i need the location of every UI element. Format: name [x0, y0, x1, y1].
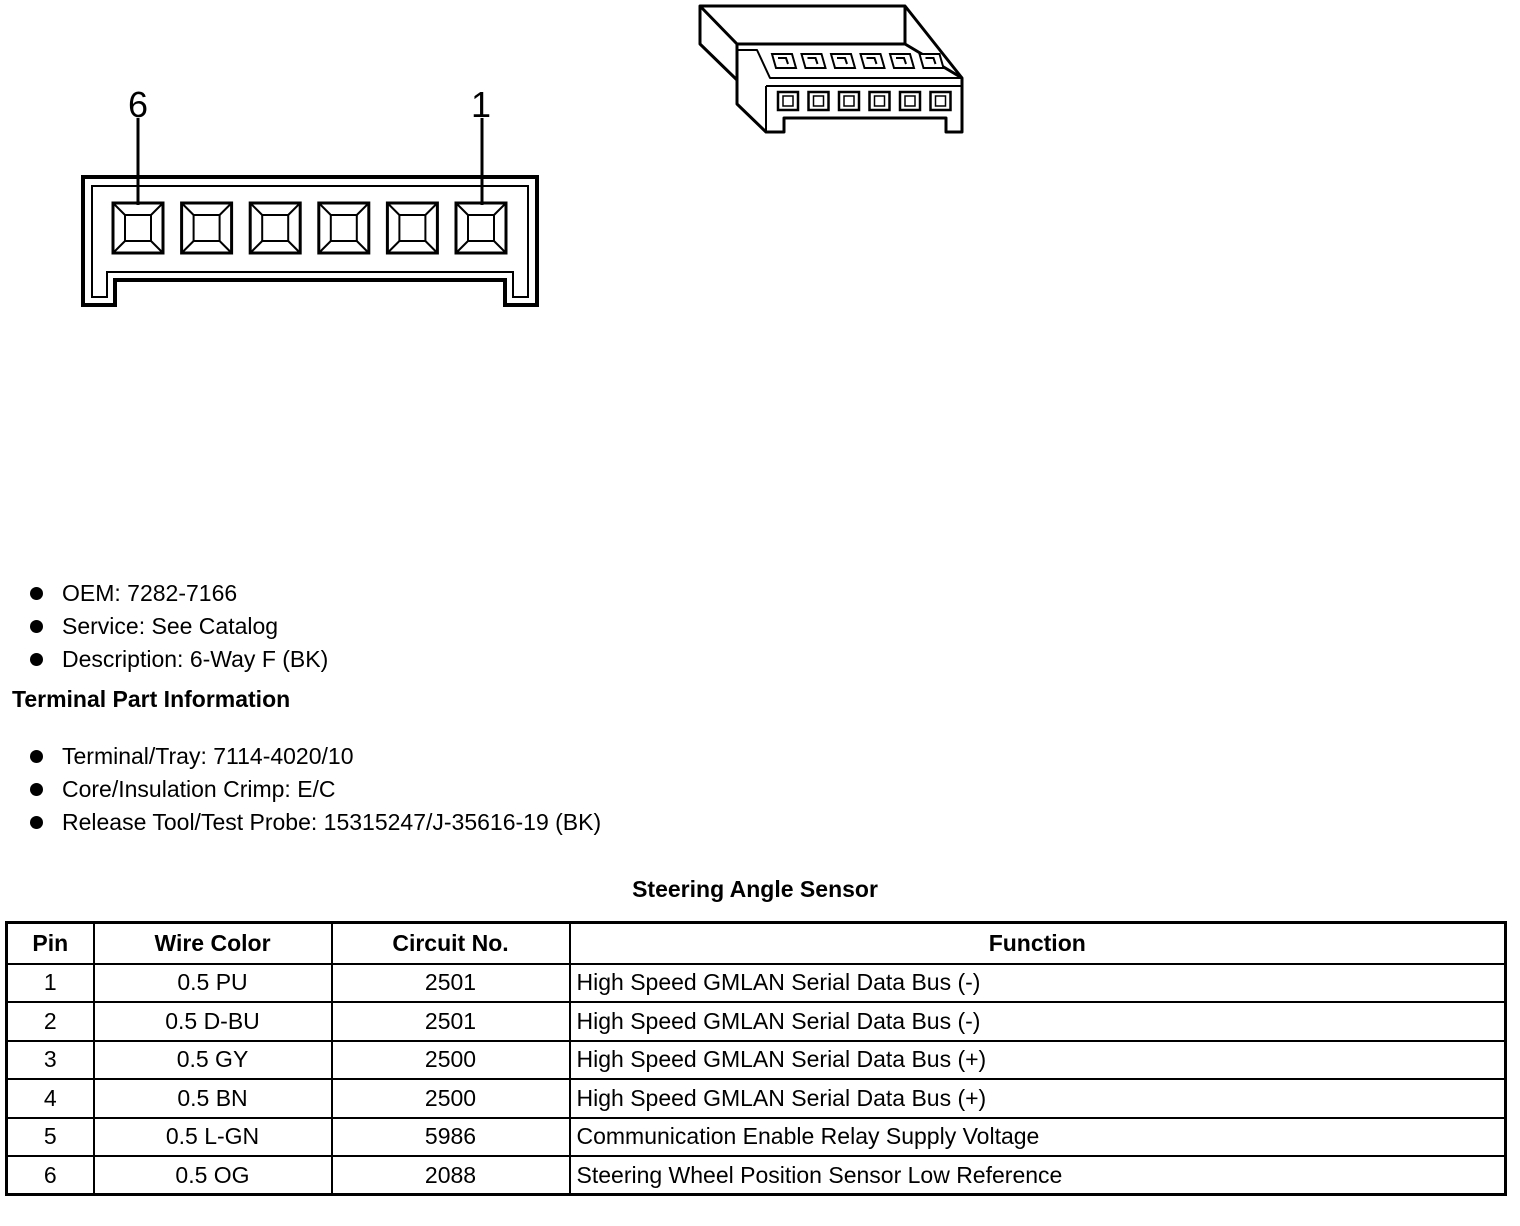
cell-wire-color: 0.5 OG	[94, 1156, 332, 1195]
connector-isometric-view	[700, 6, 962, 132]
cell-function: High Speed GMLAN Serial Data Bus (-)	[570, 964, 1506, 1003]
list-item	[28, 610, 328, 643]
cell-circuit: 2500	[332, 1079, 570, 1118]
iso-cavity	[839, 92, 859, 110]
cavity-4	[250, 203, 300, 253]
cell-pin: 2	[7, 1002, 94, 1041]
table-row	[7, 1118, 1506, 1157]
cell-circuit: 2088	[332, 1156, 570, 1195]
iso-top-cavity	[861, 54, 885, 68]
bullet-icon	[30, 783, 43, 796]
cell-function: Communication Enable Relay Supply Voltage	[570, 1118, 1506, 1157]
cell-circuit: 2501	[332, 1002, 570, 1041]
list-item	[28, 740, 601, 773]
cavity-3	[319, 203, 369, 253]
iso-cavity	[778, 92, 798, 110]
cell-pin: 4	[7, 1079, 94, 1118]
cell-pin: 3	[7, 1041, 94, 1080]
connector-cavities	[113, 203, 506, 253]
bullet-icon	[30, 620, 43, 633]
table-header-row	[7, 923, 1506, 964]
terminal-info-list	[28, 740, 601, 839]
table-row	[7, 964, 1506, 1003]
iso-top-cavity	[890, 54, 914, 68]
connector-service: Service: See Catalog	[62, 613, 279, 639]
cell-wire-color: 0.5 GY	[94, 1041, 332, 1080]
table-title: Steering Angle Sensor	[632, 876, 878, 902]
cell-function: High Speed GMLAN Serial Data Bus (-)	[570, 1002, 1506, 1041]
cell-wire-color: 0.5 PU	[94, 964, 332, 1003]
cell-wire-color: 0.5 D-BU	[94, 1002, 332, 1041]
iso-cavity	[870, 92, 890, 110]
terminal-crimp: Core/Insulation Crimp: E/C	[62, 776, 336, 802]
table-row	[7, 1041, 1506, 1080]
terminal-tray: Terminal/Tray: 7114-4020/10	[62, 743, 354, 769]
table-row	[7, 1156, 1506, 1195]
cell-circuit: 5986	[332, 1118, 570, 1157]
cell-pin: 6	[7, 1156, 94, 1195]
cavity-5	[182, 203, 232, 253]
cell-function: High Speed GMLAN Serial Data Bus (+)	[570, 1079, 1506, 1118]
cell-circuit: 2500	[332, 1041, 570, 1080]
header-circuit: Circuit No.	[332, 923, 570, 964]
bullet-icon	[30, 587, 43, 600]
table-row	[7, 1079, 1506, 1118]
pinout-table	[5, 921, 1507, 1196]
header-function: Function	[570, 923, 1506, 964]
header-wire-color: Wire Color	[94, 923, 332, 964]
cavity-6	[113, 203, 163, 253]
header-pin: Pin	[7, 923, 94, 964]
cell-wire-color: 0.5 BN	[94, 1079, 332, 1118]
iso-cavity	[900, 92, 920, 110]
cell-function: High Speed GMLAN Serial Data Bus (+)	[570, 1041, 1506, 1080]
cell-function: Steering Wheel Position Sensor Low Reference	[570, 1156, 1506, 1195]
iso-top-cavity	[772, 54, 796, 68]
iso-cavity	[931, 92, 951, 110]
list-item	[28, 643, 328, 676]
iso-top-cavity	[802, 54, 826, 68]
list-item	[28, 806, 601, 839]
list-item	[28, 773, 601, 806]
connector-oem: OEM: 7282-7166	[62, 580, 238, 606]
bullet-icon	[30, 750, 43, 763]
list-item	[28, 577, 328, 610]
connector-diagram	[0, 0, 1000, 320]
cavity-2	[387, 203, 437, 253]
bullet-icon	[30, 653, 43, 666]
iso-top-cavity	[920, 54, 944, 68]
terminal-release-tool: Release Tool/Test Probe: 15315247/J-35616-19 (BK)	[62, 809, 602, 835]
iso-cavity	[809, 92, 829, 110]
pin-label-6: 6	[127, 84, 149, 125]
cell-circuit: 2501	[332, 964, 570, 1003]
table-row	[7, 1002, 1506, 1041]
terminal-info-heading: Terminal Part Information	[12, 686, 291, 712]
connector-info-list	[28, 577, 328, 676]
cell-pin: 1	[7, 964, 94, 1003]
bullet-icon	[30, 816, 43, 829]
cavity-1	[456, 203, 506, 253]
pin-label-1: 1	[470, 84, 492, 125]
cell-pin: 5	[7, 1118, 94, 1157]
connector-description: Description: 6-Way F (BK)	[62, 646, 329, 672]
iso-top-cavity	[831, 54, 855, 68]
cell-wire-color: 0.5 L-GN	[94, 1118, 332, 1157]
